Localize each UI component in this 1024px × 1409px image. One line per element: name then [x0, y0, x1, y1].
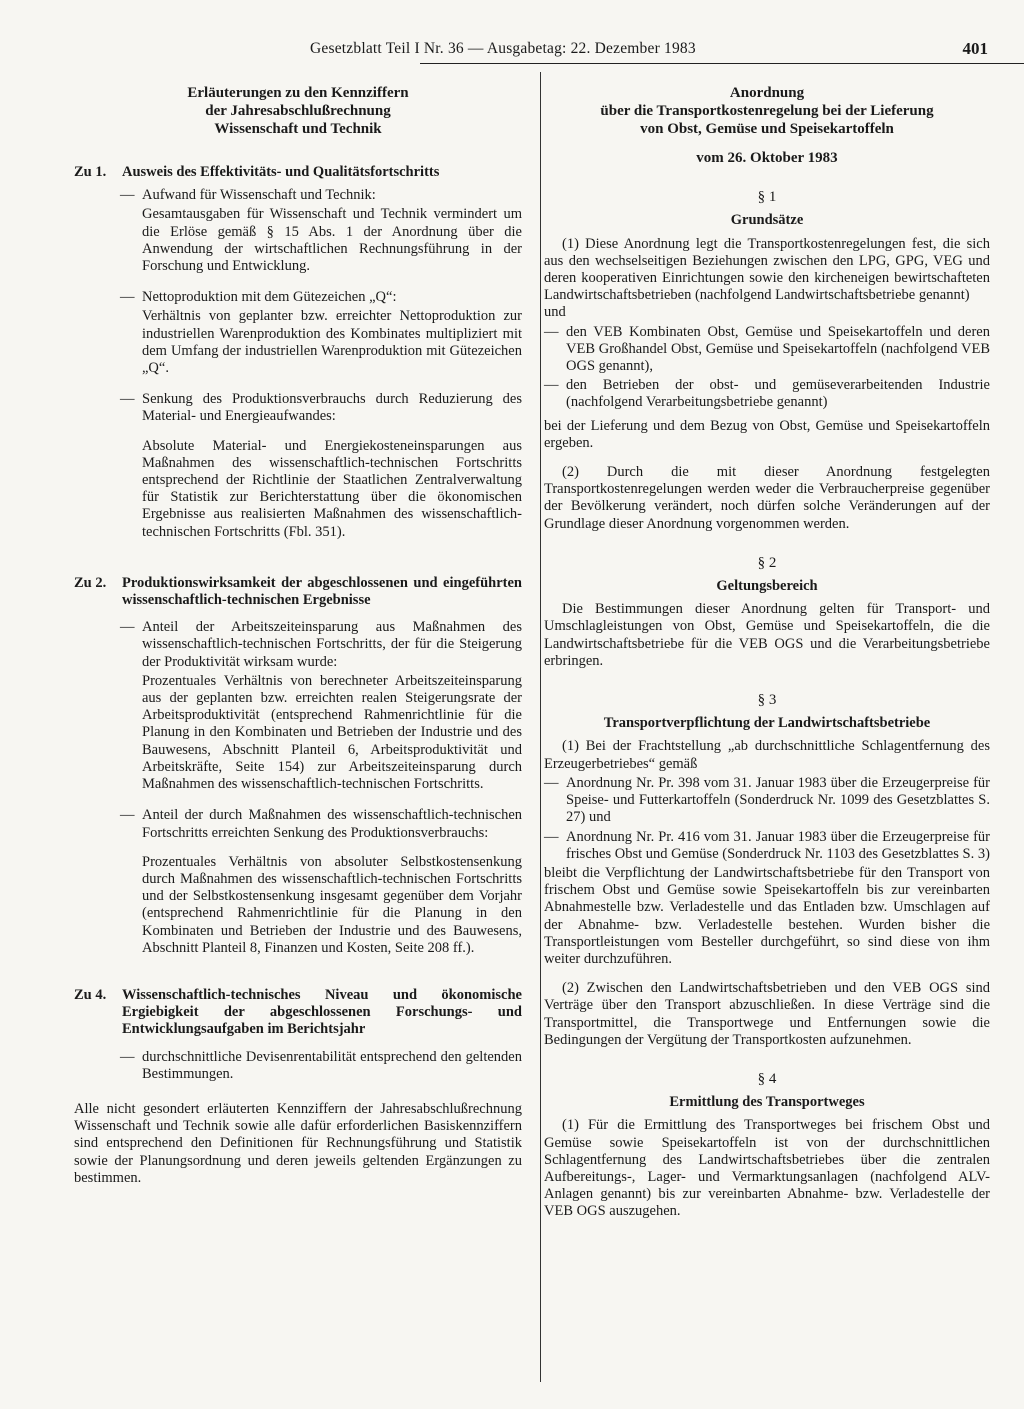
section-title: Wissenschaftlich-technisches Niveau und ökonomische Ergiebigkeit der abgeschlossenen Forschungs- und Entwicklungsaufgaben im Berichtsjahr [122, 986, 522, 1038]
section-number: Zu 1. [74, 164, 107, 180]
section-number: Zu 2. [74, 574, 107, 591]
list-item [120, 807, 522, 841]
section-number: Zu 4. [74, 986, 107, 1003]
paragraph-text: und [544, 304, 566, 321]
paragraph-text: Die Bestimmungen dieser Anordnung gelten für Transport- und Umschlagleistungen von Obst, Gemüse und Speisekartoffeln, die die Landwirtschaftsbetriebe für die VEB OGS und die Verarbeitungsbetriebe erbringen. [544, 601, 990, 669]
list-item [120, 1049, 522, 1083]
decree-title-line: über die Transportkostenregelung bei der Lieferung [600, 103, 934, 119]
paragraph-text: (1) Diese Anordnung legt die Transportkostenregelungen fest, die sich aus den wechselseitigen Beziehungen zwischen den LPG, GPG, VEG und deren kooperativen Einrichtungen sowie den kircheneigen bewirtschafteten Landwirtschaftsbetrieben (nachfolgend Landwirtschaftsbetriebe genannt) [544, 235, 990, 304]
decree-title [544, 84, 990, 138]
item-text: Gesamtausgaben für Wissenschaft und Technik vermindert um die Erlöse gemäß § 15 Abs. 1 der Anordnung über die Anwendung der wirtschaftlichen Rechnungsführung in der Forschung und Entwicklung. [142, 206, 522, 275]
paragraph-text: bleibt die Verpflichtung der Landwirtschaftsbetriebe für den Transport von frischem Obst und Gemüse sowie Speisekartoffeln bis zur vereinbarten Abnahmestelle bzw. Verladestelle und das Entladen bzw. Umschlagen auf der Abnahme- bzw. Verladestelle bestehen. Wurden bisher die Transportleistungen vom Besteller durchgeführt, so sind diese von ihm weiter durchzuführen. [544, 864, 990, 967]
item-text: Prozentuales Verhältnis von absoluter Selbstkostensenkung durch Maßnahmen des wissenschaftlich-technischen Fortschritts und der Selbstkostensenkung insgesamt gegenüber dem Vorjahr (entsprechend Rahmenrichtlinie für die Planung in den Kombinaten und Betrieben der Industrie und des Bauwesens, Abschnitt Planteil 8, Finanzen und Kosten, Seite 208 ff.). [142, 853, 522, 956]
dash-bullet: — [544, 774, 559, 791]
page-header [120, 40, 992, 64]
paragraph-title: Ermittlung des Transportweges [669, 1094, 865, 1111]
list-item [120, 289, 522, 306]
section-title: Produktionswirksamkeit der abgeschlossenen und eingeführten wissenschaftlich-technischen Ergebnisse [122, 574, 522, 609]
item-text: Anordnung Nr. Pr. 416 vom 31. Januar 1983 über die Erzeugerpreise für frisches Obst und Gemüse (Sonderdruck Nr. 1103 des Gesetzblattes S. 3) [566, 828, 990, 862]
paragraph-title: Grundsätze [730, 212, 804, 229]
dash-bullet: — [120, 1048, 135, 1065]
item-head: Senkung des Produktionsverbrauchs durch Reduzierung des Material- und Energieaufwandes: [142, 391, 522, 425]
list-item [120, 619, 522, 671]
dash-bullet: — [544, 323, 559, 340]
left-title [114, 84, 482, 138]
paragraph-sign: § 3 [757, 692, 777, 709]
item-text: den VEB Kombinaten Obst, Gemüse und Speisekartoffeln und deren VEB Großhandel Obst, Gemüse und Speisekartoffeln (nachfolgend VEB OGS genannt), [566, 323, 990, 375]
decree-title-line: Anordnung [729, 85, 805, 101]
paragraph-text: (1) Für die Ermittlung des Transportweges bei frischem Obst und Gemüse sowie Speisekartoffeln ist von der durchschnittlichen Schlagentfernung des Landwirtschaftsbetriebes über die zentralen Aufbereitungs-, Lager- und Vermarktungsanlagen (nachfolgend ALV-Anlagen genannt) bis zur vereinbarten Abnahme- bzw. Verladestelle der VEB OGS auszugehen. [544, 1117, 990, 1220]
left-column [74, 84, 522, 1187]
dash-bullet: — [120, 289, 135, 306]
section-heading [74, 575, 522, 609]
item-text: Verhältnis von geplanter bzw. erreichter Nettoproduktion zur industriellen Warenproduktion des Kombinates multipliziert mit dem Umfang der industriellen Warenproduktion mit Gütezeichen „Q“. [142, 308, 522, 377]
section-title: Ausweis des Effektivitäts- und Qualitätsfortschritts [122, 164, 440, 180]
paragraph-text: (1) Bei der Frachtstellung „ab durchschnittliche Schlagentfernung des Erzeugerbetriebes“ gemäß [544, 738, 990, 772]
paragraph-sign: § 1 [757, 189, 777, 206]
decree-date: vom 26. Oktober 1983 [696, 150, 838, 166]
paragraph-sign: § 4 [757, 1070, 777, 1087]
dash-bullet: — [120, 391, 135, 408]
paragraph-sign: § 2 [757, 554, 777, 571]
item-text: den Betrieben der obst- und gemüseverarbeitenden Industrie (nachfolgend Verarbeitungsbetriebe genannt) [566, 377, 990, 411]
section-heading [74, 164, 522, 181]
item-text: Absolute Material- und Energiekosteneinsparungen aus Maßnahmen des wissenschaftlich-technischen Fortschritts entsprechend der Richtlinie der Staatlichen Zentralverwaltung für Statistik zur Berichterstattung über die ökonomischen Ergebnisse aus realisierten Maßnahmen des wissenschaftlich-technischen Fortschritts (Fbl. 351). [142, 437, 522, 540]
left-title-line: Wissenschaft und Technik [214, 121, 382, 137]
dash-bullet: — [120, 187, 135, 204]
list-item [544, 775, 990, 827]
item-text: Anordnung Nr. Pr. 398 vom 31. Januar 1983 über die Erzeugerpreise für Speise- und Futterkartoffeln (Sonderdruck Nr. 1099 des Gesetzblattes S. 27) und [566, 774, 990, 826]
closing-paragraph: Alle nicht gesondert erläuterten Kennziffern der Jahresabschlußrechnung Wissenschaft und Technik sowie alle dafür erforderlichen Basiskennziffern sind entsprechend den Definitionen für Rechnungsführung und Statistik sowie der Planungsordnung und deren jeweils geltenden Ergänzungen zu bestimmen. [74, 1100, 522, 1186]
list-item [544, 829, 990, 863]
paragraph-title: Geltungsbereich [716, 578, 818, 595]
left-title-line: Erläuterungen zu den Kennziffern [187, 85, 409, 101]
paragraph-text: (2) Durch die mit dieser Anordnung festgelegten Transportkostenregelungen werden weder die Verbraucherpreise gegenüber der Bevölkerung verändert, noch dürfen solche Veränderungen auf der Grundlage dieser Anordnung vorgenommen werden. [544, 464, 990, 532]
list-item [120, 391, 522, 425]
item-text: Prozentuales Verhältnis von berechneter Arbeitszeiteinsparung aus der geplanten bzw. erreichten realen Steigerungsrate der Arbeitsproduktivität (entsprechend Rahmenrichtlinie für die Planung in den Kombinaten und Betrieben der Industrie und des Bauwesens, Abschnitt Planteil 6, Arbeitsproduktivität und Arbeitskräfte, Seite 154) zur Arbeitszeiteinsparung durch Maßnahmen des wissenschaftlich-technischen Fortschritts. [142, 672, 522, 793]
dash-bullet: — [544, 377, 559, 394]
paragraph-title: Transportverpflichtung der Landwirtschaftsbetriebe [603, 715, 931, 732]
dash-bullet: — [120, 807, 135, 824]
paragraph-text: (2) Zwischen den Landwirtschaftsbetrieben und den VEB OGS sind Verträge über den Transport abzuschließen. In diese Verträge sind die Transportmittel, die Transportwege und Entfernungen sowie die Bedingungen der Vergütung der Transportkosten aufzunehmen. [544, 980, 990, 1048]
item-head: Anteil der Arbeitszeiteinsparung aus Maßnahmen des wissenschaftlich-technischen Fortschritts, der für die Steigerung der Produktivität wirksam wurde: [142, 619, 522, 670]
paragraph-text: bei der Lieferung und dem Bezug von Obst, Gemüse und Speisekartoffeln ergeben. [544, 417, 990, 451]
list-item [544, 377, 990, 411]
right-column [544, 84, 990, 1221]
item-head: Anteil der durch Maßnahmen des wissenschaftlich-technischen Fortschritts erreichten Senkung des Produktionsverbrauchs: [142, 807, 522, 841]
header-rule [420, 63, 1024, 64]
left-title-line: der Jahresabschlußrechnung [205, 103, 391, 119]
dash-bullet: — [544, 828, 559, 845]
item-head: Nettoproduktion mit dem Gütezeichen „Q“: [142, 289, 397, 306]
list-item [544, 324, 990, 376]
list-item [120, 187, 522, 204]
item-head: durchschnittliche Devisenrentabilität entsprechend den geltenden Bestimmungen. [142, 1048, 522, 1082]
decree-title-line: von Obst, Gemüse und Speisekartoffeln [640, 121, 894, 137]
column-divider [540, 72, 541, 1382]
page-number: 401 [962, 39, 988, 58]
section-heading [74, 987, 522, 1039]
running-header: Gesetzblatt Teil I Nr. 36 — Ausgabetag: 22. Dezember 1983 [310, 40, 696, 57]
item-head: Aufwand für Wissenschaft und Technik: [142, 187, 376, 204]
dash-bullet: — [120, 619, 135, 636]
